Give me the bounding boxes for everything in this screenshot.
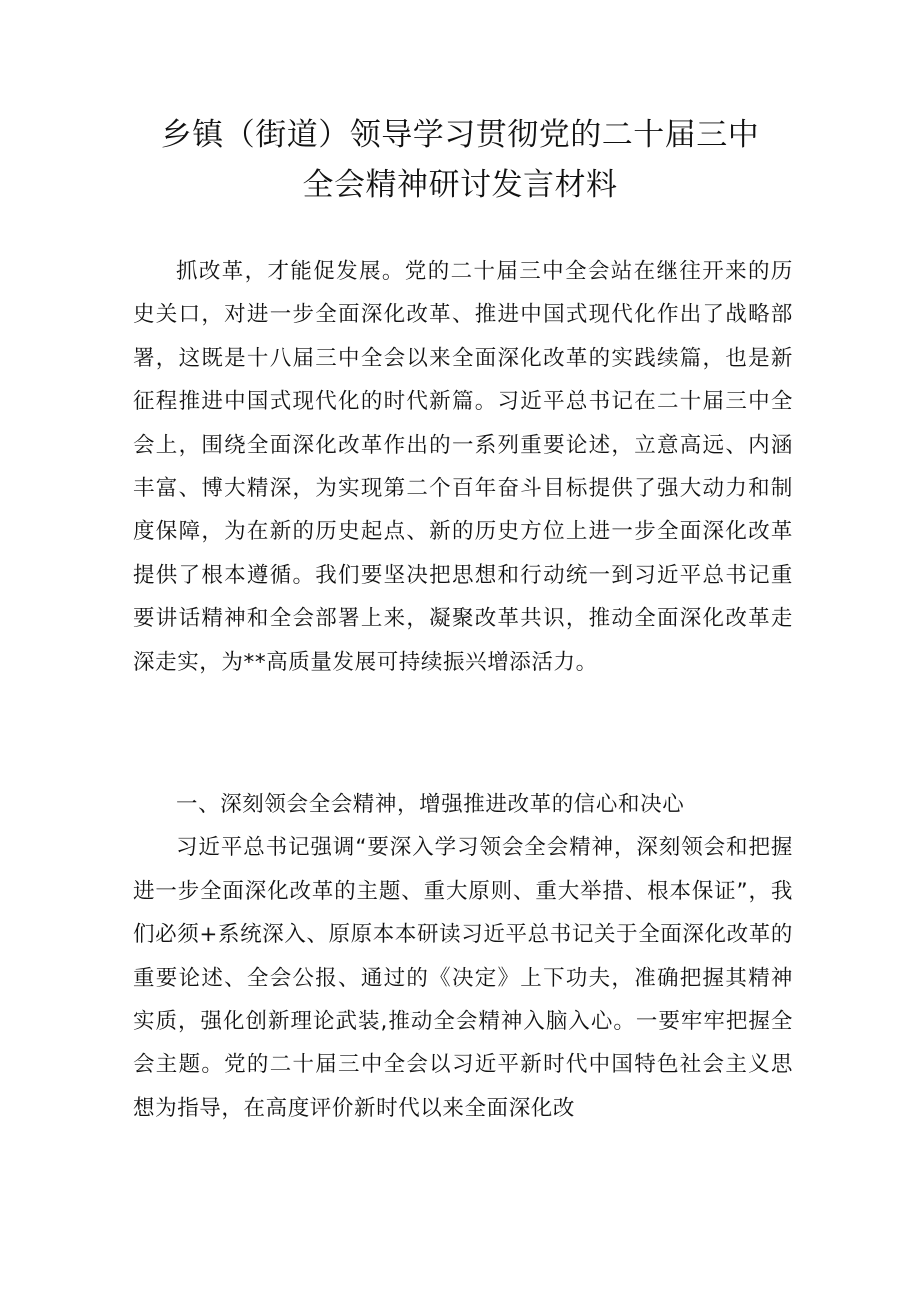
section-1 bbox=[133, 783, 793, 1130]
section-1-heading: 一、深刻领会全会精神，增强推进改革的信心和决心 bbox=[176, 792, 685, 817]
document-title bbox=[0, 110, 920, 210]
intro-paragraph: 抓改革，才能促发展。党的二十届三中全会站在继往开来的历史关口，对进一步全面深化改革、推进中国式现代化作出了战略部署，这既是十八届三中全会以来全面深化改革的实践续篇，也是新征程推进中国式现代化的时代新篇。习近平总书记在二十届三中全会上，围绕全面深化改革作出的一系列重要论述，立意高远、内涵丰富、博大精深，为实现第二个百年奋斗目标提供了强大动力和制度保障，为在新的历史起点、新的历史方位上进一步全面深化改革提供了根本遵循。我们要坚决把思想和行动统一到习近平总书记重要讲话精神和全会部署上来，凝聚改革共识，推动全面深化改革走深走实，为**高质量发展可持续振兴增添活力。 bbox=[133, 259, 793, 675]
section-1-paragraph: 习近平总书记强调“要深入学习领会全会精神，深刻领会和把握进一步全面深化改革的主题、重大原则、重大举措、根本保证”，我们必须+系统深入、原原本本研读习近平总书记关于全面深化改革的重要论述、全会公报、通过的《决定》上下功夫，准确把握其精神实质，强化创新理论武装,推动全会精神入脑入心。一要牢牢把握全会主题。党的二十届三中全会以习近平新时代中国特色社会主义思想为指导，在高度评价新时代以来全面深化改 bbox=[133, 835, 793, 1121]
title-line-2: 全会精神研讨发言材料 bbox=[302, 167, 618, 203]
intro-section bbox=[133, 250, 793, 684]
title-line-1: 乡镇（街道）领导学习贯彻党的二十届三中 bbox=[160, 117, 760, 153]
